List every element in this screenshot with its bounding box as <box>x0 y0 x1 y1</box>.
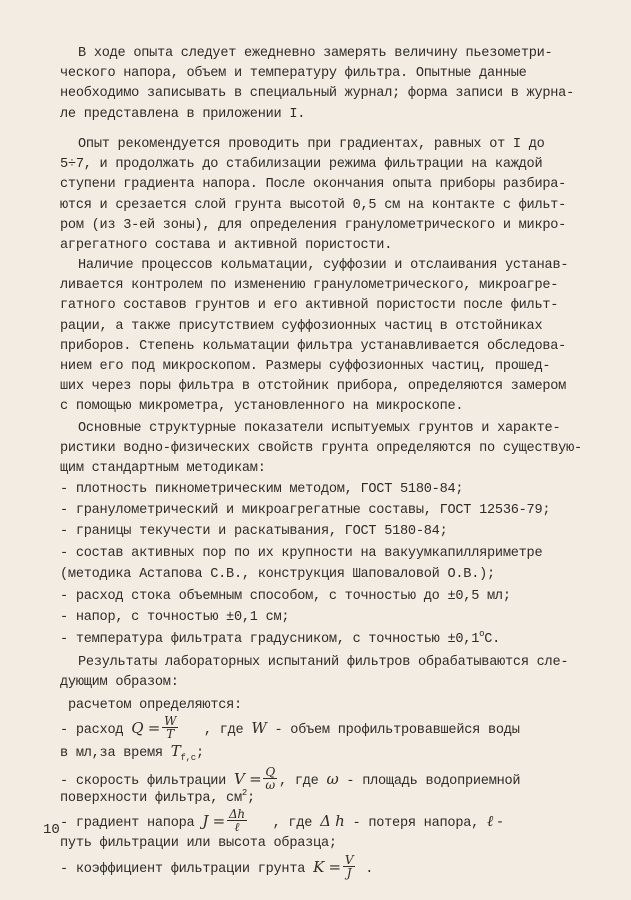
formula-label: - расход <box>60 723 124 739</box>
list-item: - состав активных пор по их крупности на вакуумкапилляриметре <box>60 546 543 561</box>
text-fragment: - объем профильтровавшейся воды <box>274 723 520 739</box>
text-fragment: . <box>365 862 374 878</box>
formula-line-discharge <box>60 714 520 742</box>
text-line: путь фильтрации или высота образца; <box>60 836 337 851</box>
denominator: ω <box>265 778 275 792</box>
text-line: в мл,за время $T_{f,c}$; <box>60 742 204 763</box>
text-line: ших через поры фильтра в отстойник прибора, определяются замером <box>60 379 567 394</box>
text-line: ле представлена в приложении I. <box>60 107 306 122</box>
square-superscript: 2 <box>241 788 248 798</box>
page-number: 10 <box>43 822 60 838</box>
formula-line-coefficient <box>60 853 374 881</box>
formula-lhs: Q = <box>131 719 161 738</box>
list-item: - границы текучести и раскатывания, ГОСТ 5180-84; <box>60 524 448 539</box>
denominator: ℓ <box>234 820 240 834</box>
degree-superscript: o <box>479 629 485 639</box>
list-item: - плотность пикнометрическим методом, ГОСТ 5180-84; <box>60 482 464 497</box>
text-fragment: - площадь водоприемной <box>346 774 521 790</box>
text-line: В ходе опыта следует ежедневно замерять величину пьезометри- <box>78 46 553 61</box>
denominator: J <box>346 866 352 880</box>
denominator: T <box>166 727 174 741</box>
text-line: ступени градиента напора. После окончания опыта приборы разбира- <box>60 177 567 192</box>
text-line: Опыт рекомендуется проводить при градиентах, равных от I до <box>78 137 545 152</box>
text-line: дующим образом: <box>60 675 179 690</box>
text-line: с помощью микрометра, установленного на микроскопе. <box>60 399 464 414</box>
text-line: расчетом определяются: <box>68 698 242 713</box>
formula-label: - градиент напора <box>60 816 195 832</box>
text-line: необходимо записывать в специальный журнал; форма записи в журна- <box>60 86 574 101</box>
text-fragment: поверхности фильтра, см <box>60 791 242 806</box>
fraction <box>227 808 247 833</box>
text-fragment: в мл,за время <box>60 746 163 761</box>
formula-label: - коэффициент фильтрации грунта <box>60 862 306 878</box>
formula-lhs: V = <box>233 770 262 789</box>
fraction <box>343 854 355 879</box>
text-fragment: , где <box>272 816 313 832</box>
list-item <box>60 630 500 650</box>
numerator: Q <box>265 765 275 779</box>
text-line: Наличие процессов кольматации, суффозии и отслаивания устанав- <box>78 258 569 273</box>
text-line: ческого напора, объем и температуру фильтра. Опытные данные <box>60 66 527 81</box>
text-line: ристики водно-физических свойств грунта определяются по существую- <box>60 441 582 456</box>
symbol: ω <box>326 770 339 789</box>
text-fragment: , где <box>279 774 319 790</box>
text-line: агрегатного состава и активной пористости. <box>60 238 393 253</box>
text-line: Основные структурные показатели испытуемых грунтов и характе- <box>78 421 561 436</box>
formula-lhs: J = <box>202 812 225 831</box>
text-line: ром (из 3-ей зоны), для определения гранулометрического и микро- <box>60 218 567 233</box>
symbol: Δ h <box>320 812 345 831</box>
formula-line-gradient <box>60 807 503 835</box>
text-line: приборов. Степень кольматации фильтра устанавливается обследова- <box>60 339 567 354</box>
formula-label: - скорость фильтрации <box>60 774 227 790</box>
text-line: ются и срезается слой грунта высотой 0,5 см на контакте с фильт- <box>60 198 567 213</box>
symbol: W <box>251 719 267 738</box>
symbol: ℓ - <box>486 812 503 831</box>
list-item: (методика Астапова С.В., конструкция Шаповаловой О.В.); <box>60 567 495 582</box>
text-line: ливается контролем по изменению гранулометрического, микроагре- <box>60 278 559 293</box>
fraction <box>162 715 178 740</box>
list-item: - расход стока объемным способом, с точностью до ±0,5 мл; <box>60 589 511 604</box>
text-line: Результаты лабораторных испытаний фильтров обрабатываются сле- <box>78 655 569 670</box>
symbol: T <box>170 742 181 760</box>
list-item-text: - температура фильтрата градусником, с точностью ±0,1 <box>60 632 480 647</box>
formula-lhs: K = <box>313 858 341 877</box>
text-line: щим стандартным методикам: <box>60 461 266 476</box>
text-line: гатного составов грунтов и его активной пористости после фильт- <box>60 298 559 313</box>
unit-text: C. <box>484 632 501 647</box>
text-line: нием его под микроскопом. Размеры суффозионных частиц, прошед- <box>60 359 551 374</box>
numerator: W <box>164 714 177 728</box>
numerator: Δh <box>228 807 245 821</box>
text-line: рации, а также присутствием суффозионных частиц в отстойниках <box>60 319 543 334</box>
text-line: 5÷7, и продолжать до стабилизации режима фильтрации на каждой <box>60 157 543 172</box>
text-fragment: , где <box>203 723 244 739</box>
subscript: f,c <box>180 753 196 763</box>
text-fragment: - потеря напора, <box>352 816 480 832</box>
list-item: - гранулометрический и микроагрегатные составы, ГОСТ 12536-79; <box>60 503 551 518</box>
numerator: V <box>344 853 354 867</box>
fraction <box>263 766 277 791</box>
list-item: - напор, с точностью ±0,1 см; <box>60 610 290 625</box>
text-line: поверхности фильтра, $см^2$; <box>60 788 255 806</box>
